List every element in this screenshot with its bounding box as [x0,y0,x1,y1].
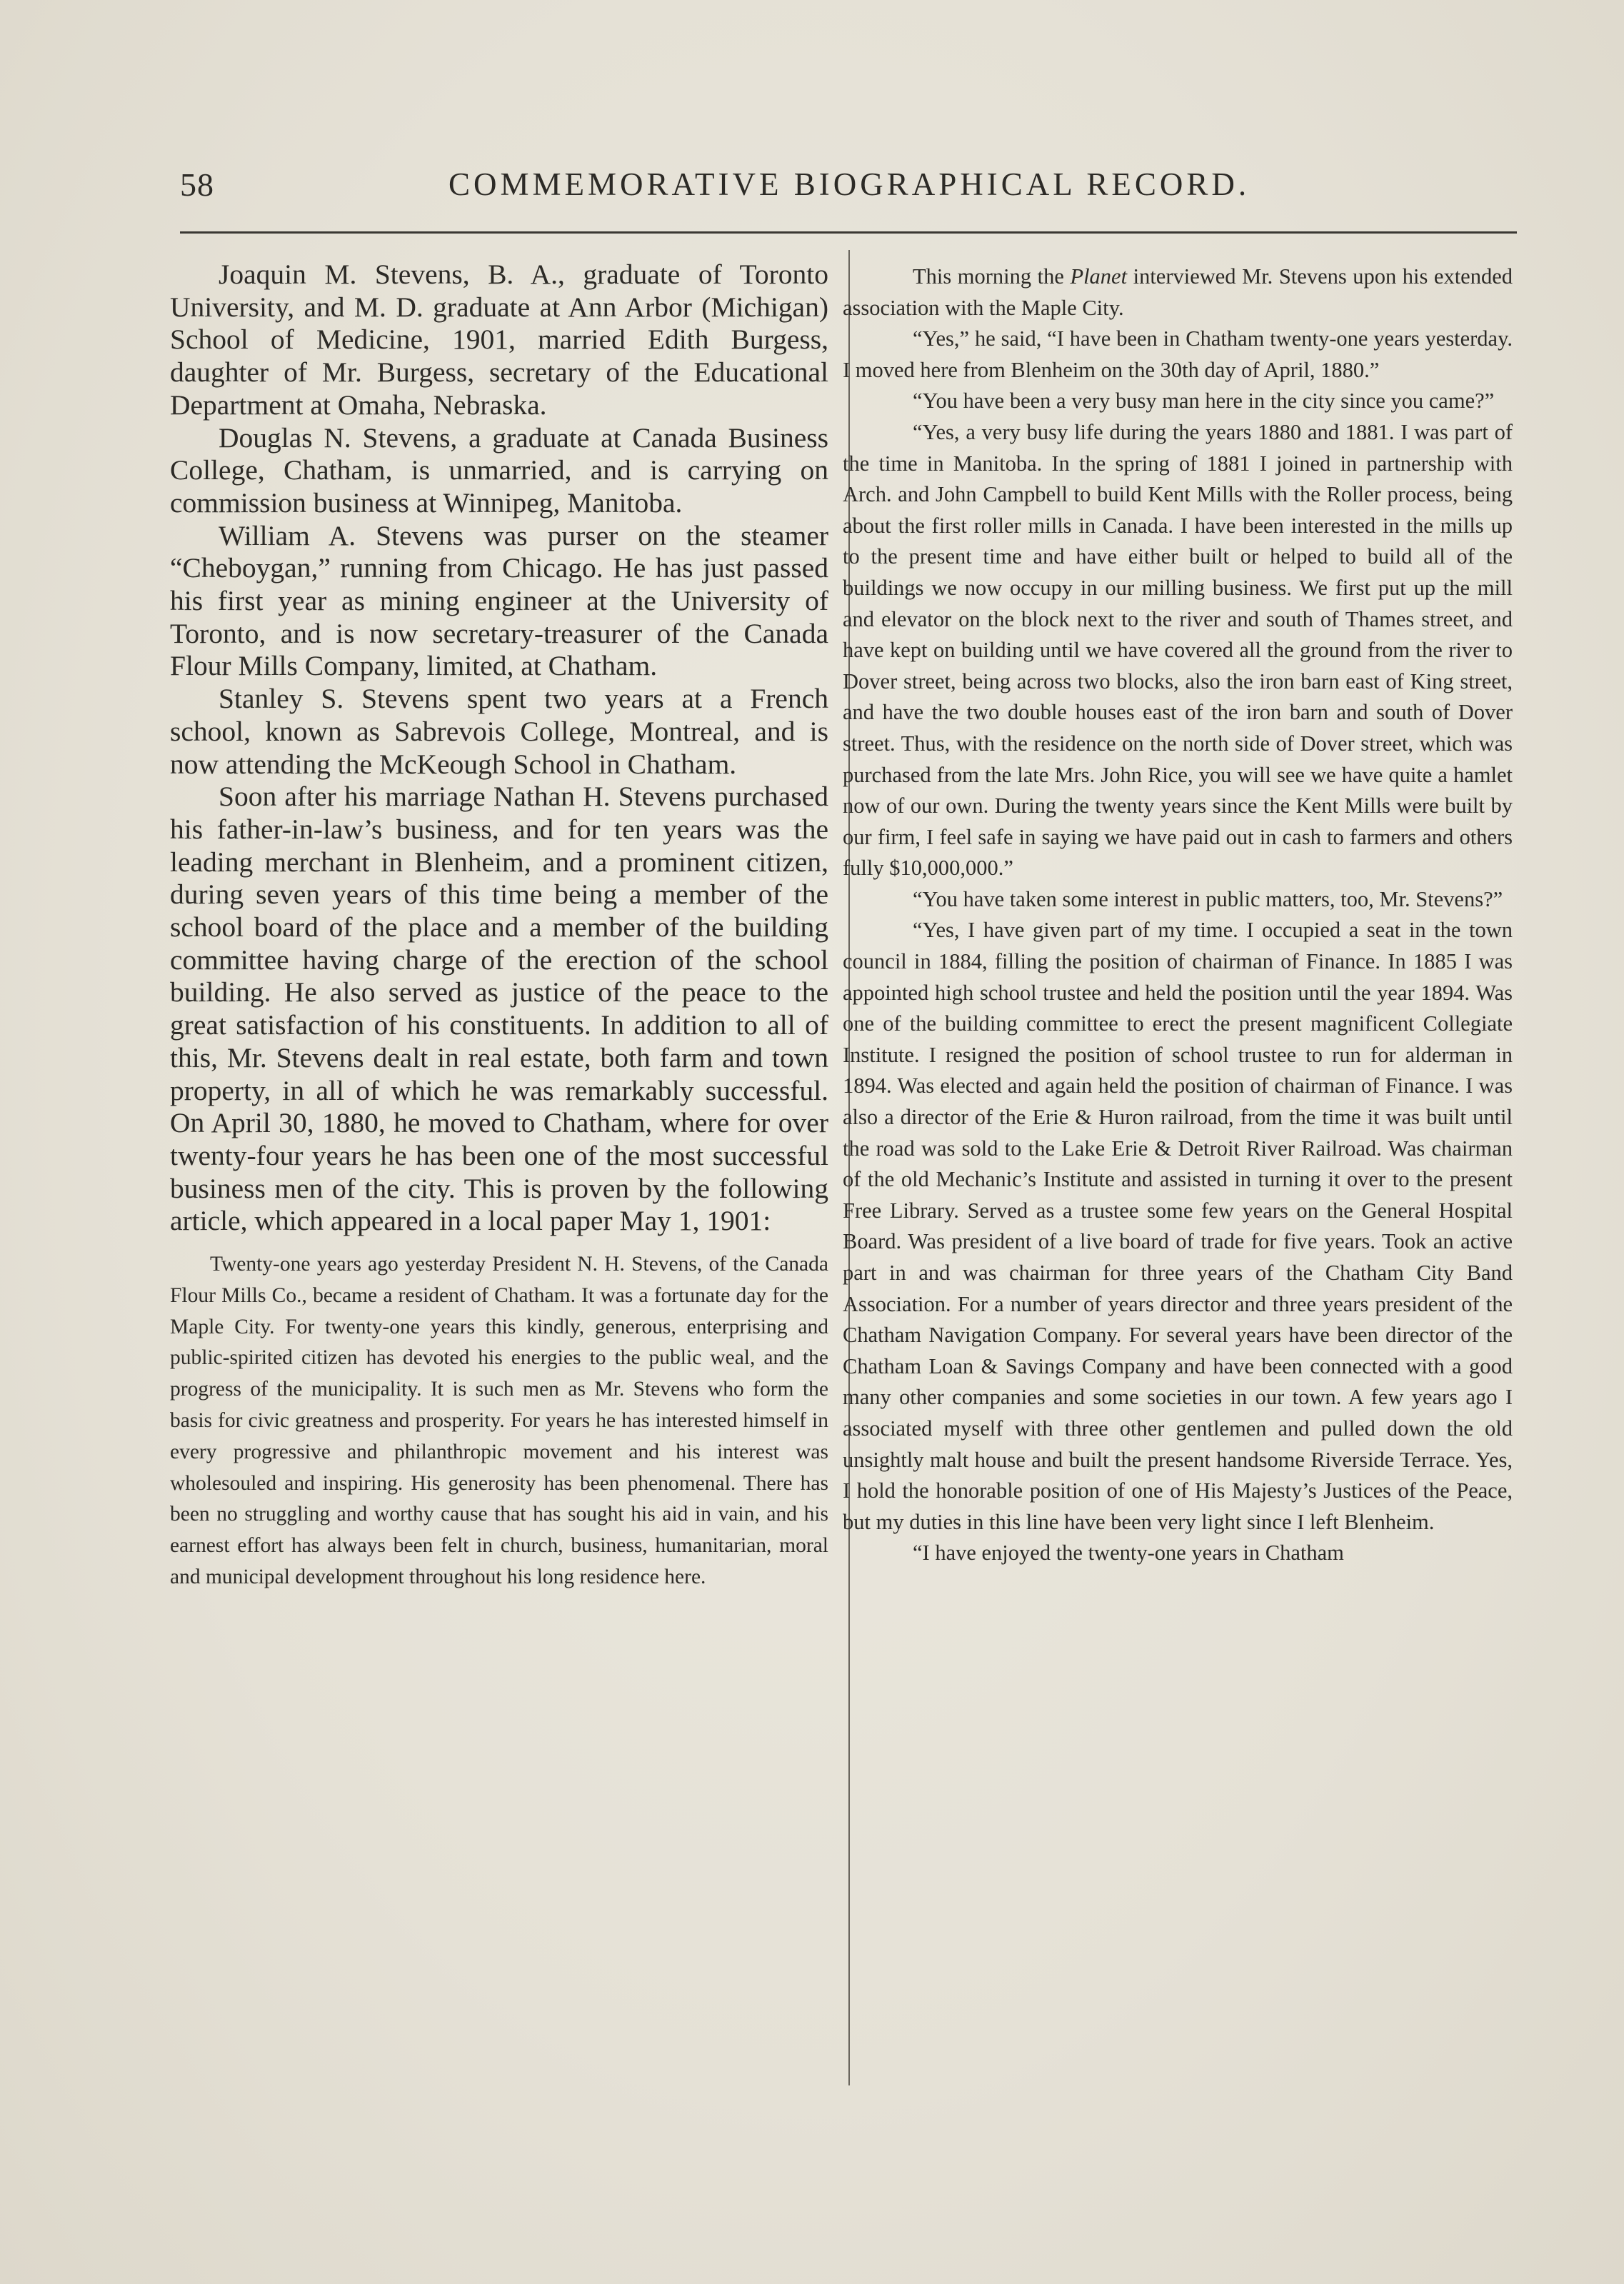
page-header [180,166,1517,216]
paragraph-william: William A. Stevens was purser on the steamer “Cheboygan,” running from Chicago. He has just passed his first year as mining engineer at the University of Toronto, and is now secretary-treasurer of the Canada Flour Mills Company, limited, at Chatham. [170,519,828,682]
page-number: 58 [180,166,214,203]
interview-paragraph: “Yes, I have given part of my time. I occupied a seat in the town council in 1884, filling the position of chairman of Finance. In 1885 I was appointed high school trustee and held the position until the year 1894. Was one of the building committee to erect the present magnificent Collegiate Institute. I resigned the position of school trustee to run for alderman in 1894. Was elected and again held the position of chairman of Finance. I was also a director of the Erie & Huron railroad, from the time it was built until the road was sold to the Lake Erie & Detroit River Railroad. Was chairman of the old Mechanic’s Institute and assisted in turning it over to the present Free Library. Served as a trustee some few years on the General Hospital Board. Was president of a live board of trade for five years. Took an active part in and was chairman for three years of the Chatham City Band Association. For a number of years director and three years president of the Chatham Navigation Company. For several years have been director of the Chatham Loan & Savings Company and have been connected with a good many other companies and some societies in our town. A few years ago I associated myself with three other gentlemen and pulled down the old unsightly malt house and built the present handsome Riverside Terrace. Yes, I hold the honorable position of one of His Majesty’s Justices of the Peace, but my duties in this line have been very light since I left Blenheim. [843,918,1513,1534]
interview-paragraph: “Yes,” he said, “I have been in Chatham twenty-one years yesterday. I moved here from Blenheim on the 30th day of April, 1880.” [843,326,1513,382]
interview-intro [843,261,1513,324]
interview-paragraph: “You have been a very busy man here in the city since you came?” [913,389,1495,414]
interview-paragraph: “I have enjoyed the twenty-one years in Chatham [913,1541,1344,1566]
paragraph-stanley: Stanley S. Stevens spent two years at a French school, known as Sabrevois College, Montreal, and is now attending the McKeough School in Chatham. [170,683,828,780]
right-column [843,261,1513,1569]
paragraph-joaquin: Joaquin M. Stevens, B. A., graduate of Toronto University, and M. D. graduate at Ann Arbor (Michigan) School of Medicine, 1901, married Edith Burgess, daughter of Mr. Burgess, secretary of the Educational Department at Omaha, Nebraska. [170,259,828,421]
intro-text-before: This morning the [913,264,1071,289]
interview-paragraph: “Yes, a very busy life during the years 1880 and 1881. I was part of the time in Manitoba. In the spring of 1881 I joined in partnership with Arch. and John Campbell to build Kent Mills with the Roller process, being about the first roller mills in Canada. I have been interested in the mills up to the present time and have either built or helped to build all of the buildings we now occupy in our milling business. We first put up the mill and elevator on the block next to the river and south of Thames street, and have kept on building until we have covered all the ground from the river to Dover street, being across two blocks, also the iron barn east of King street, and have the two double houses east of the iron barn and south of Dover street. Thus, with the residence on the north side of Dover street, which was purchased from the late Mrs. John Rice, you will see we have quite a hamlet now of our own. During the twenty years since the Kent Mills were built by our firm, I feel safe in saying we have paid out in cash to farmers and others fully $10,000,000.” [843,419,1513,881]
running-title: COMMEMORATIVE BIOGRAPHICAL RECORD. [448,166,1250,202]
header-rule [180,231,1517,234]
newspaper-name: Planet [1070,264,1128,289]
left-column [170,259,828,1593]
interview-paragraph: “You have taken some interest in public matters, too, Mr. Stevens?” [913,886,1503,911]
newspaper-quote: Twenty-one years ago yesterday President N. H. Stevens, of the Canada Flour Mills Co., became a resident of Chatham. It was a fortunate day for the Maple City. For twenty-one years this kindly, generous, enterprising and public-spirited citizen has devoted his energies to the public weal, and the progress of the municipality. It is such men as Mr. Stevens who form the basis for civic greatness and prosperity. For years he has interested himself in every progressive and philanthropic movement and his interest was wholesouled and inspiring. His generosity has been phenomenal. There has been no struggling and worthy cause that has sought his aid in vain, and his earnest effort has always been felt in church, business, humanitarian, moral and municipal development throughout his long residence here. [170,1253,828,1589]
intro-text-after: interviewed Mr. Stevens upon his extended association with the Maple City. [843,264,1513,320]
paragraph-douglas: Douglas N. Stevens, a graduate at Canada Business College, Chatham, is unmarried, and is carrying on commission business at Winnipeg, Manitoba. [170,421,828,519]
paragraph-nathan: Soon after his marriage Nathan H. Stevens purchased his father-in-law’s business, and for ten years was the leading merchant in Blenheim, and a prominent citizen, during seven years of this time being a member of the school board of the place and a member of the building committee having charge of the erection of the school building. He also served as justice of the peace to the great satisfaction of his constituents. In addition to all of this, Mr. Stevens dealt in real estate, both farm and town property, in all of which he was remarkably successful. On April 30, 1880, he moved to Chatham, where for over twenty-four years he has been one of the most successful business men of the city. This is proven by the following article, which appeared in a local paper May 1, 1901: [170,781,828,1237]
